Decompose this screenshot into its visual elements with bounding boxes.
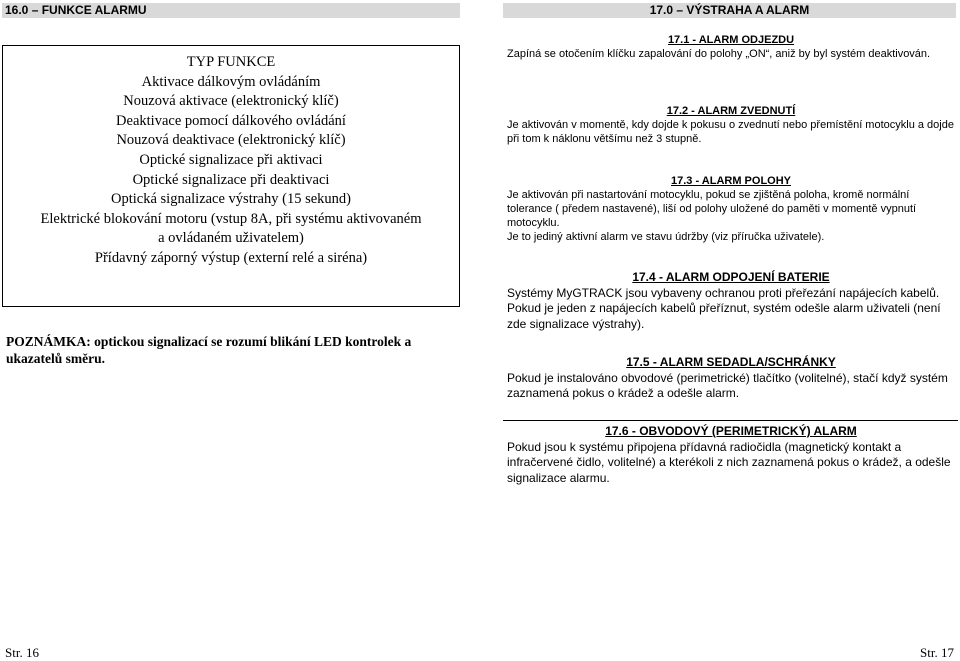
function-item: Optické signalizace při deaktivaci bbox=[132, 171, 330, 188]
section-paragraph: Je to jediný aktivní alarm ve stavu údržby (viz příručka uživatele). bbox=[507, 231, 825, 243]
function-item: Aktivace dálkovým ovládáním bbox=[141, 73, 321, 90]
function-item: Optické signalizace při aktivaci bbox=[139, 151, 323, 168]
function-item: Nouzová aktivace (elektronický klíč) bbox=[123, 93, 339, 110]
function-table bbox=[2, 53, 460, 269]
section-17-1 bbox=[507, 33, 955, 61]
function-item: Elektrické blokování motoru (vstup 8A, při systému aktivovaném bbox=[40, 210, 422, 227]
section-paragraph: Pokud je instalováno obvodové (perimetrické) tlačítko (volitelné), stačí když systém zaznamená pokus o krádež a odešle alarm. bbox=[507, 370, 948, 400]
section-17-3 bbox=[507, 174, 955, 244]
section-title: 17.3 - ALARM POLOHY bbox=[671, 175, 791, 187]
function-item: Deaktivace pomocí dálkového ovládání bbox=[116, 112, 346, 129]
section-paragraph: Systémy MyGTRACK jsou vybaveny ochranou proti přeřezání napájecích kabelů. bbox=[507, 285, 940, 300]
function-item: a ovládaném uživatelem) bbox=[158, 230, 304, 247]
right-page-number: Str. 17 bbox=[920, 645, 954, 660]
left-page-header: 16.0 – FUNKCE ALARMU bbox=[2, 3, 460, 18]
function-table-title: TYP FUNKCE bbox=[186, 54, 276, 70]
section-title: 17.6 - OBVODOVÝ (PERIMETRICKÝ) ALARM bbox=[605, 424, 857, 438]
section-paragraph: Pokud je jeden z napájecích kabelů přeříznut, systém odešle alarm uživateli (není zde signalizace výstrahy). bbox=[507, 301, 941, 331]
section-title: 17.2 - ALARM ZVEDNUTÍ bbox=[666, 105, 796, 117]
section-17-4 bbox=[507, 270, 955, 332]
note: POZNÁMKA: optickou signalizací se rozumí blikání LED kontrolek a ukazatelů směru. bbox=[6, 334, 412, 366]
right-page-header: 17.0 – VÝSTRAHA A ALARM bbox=[503, 3, 956, 18]
section-title: 17.4 - ALARM ODPOJENÍ BATERIE bbox=[632, 270, 830, 284]
section-17-5 bbox=[507, 355, 955, 402]
section-paragraph: Je aktivován v momentě, kdy dojde k pokusu o zvednutí nebo přemístění motocyklu a dojde při tom k náklonu většímu než 3 stupně. bbox=[507, 119, 954, 145]
section-title: 17.1 - ALARM ODJEZDU bbox=[667, 34, 795, 46]
section-17-6 bbox=[507, 424, 955, 486]
section-paragraph: Pokud jsou k systému připojena přídavná radiočidla (magnetický kontakt a infračervené čidlo, volitelné) a kterékoli z nich zaznamená pokus o krádež, a odešle signalizace alarmu. bbox=[507, 439, 951, 485]
section-paragraph: Zapíná se otočením klíčku zapalování do polohy „ON“, aniž by byl systém deaktivován. bbox=[507, 48, 931, 60]
section-title: 17.5 - ALARM SEDADLA/SCHRÁNKY bbox=[626, 355, 836, 369]
function-item: Optická signalizace výstrahy (15 sekund) bbox=[111, 191, 351, 208]
function-item: Nouzová deaktivace (elektronický klíč) bbox=[116, 132, 346, 149]
left-page-number: Str. 16 bbox=[5, 645, 39, 660]
function-item: Přídavný záporný výstup (externí relé a siréna) bbox=[94, 249, 368, 266]
section-17-2 bbox=[507, 104, 955, 146]
section-paragraph: Je aktivován při nastartování motocyklu, pokud se zjištěná poloha, kromě normální tolerance ( předem nastavené), liší od polohy uložené do paměti v momentě vypnutí motocyklu. bbox=[507, 189, 917, 229]
section-divider bbox=[503, 420, 958, 421]
